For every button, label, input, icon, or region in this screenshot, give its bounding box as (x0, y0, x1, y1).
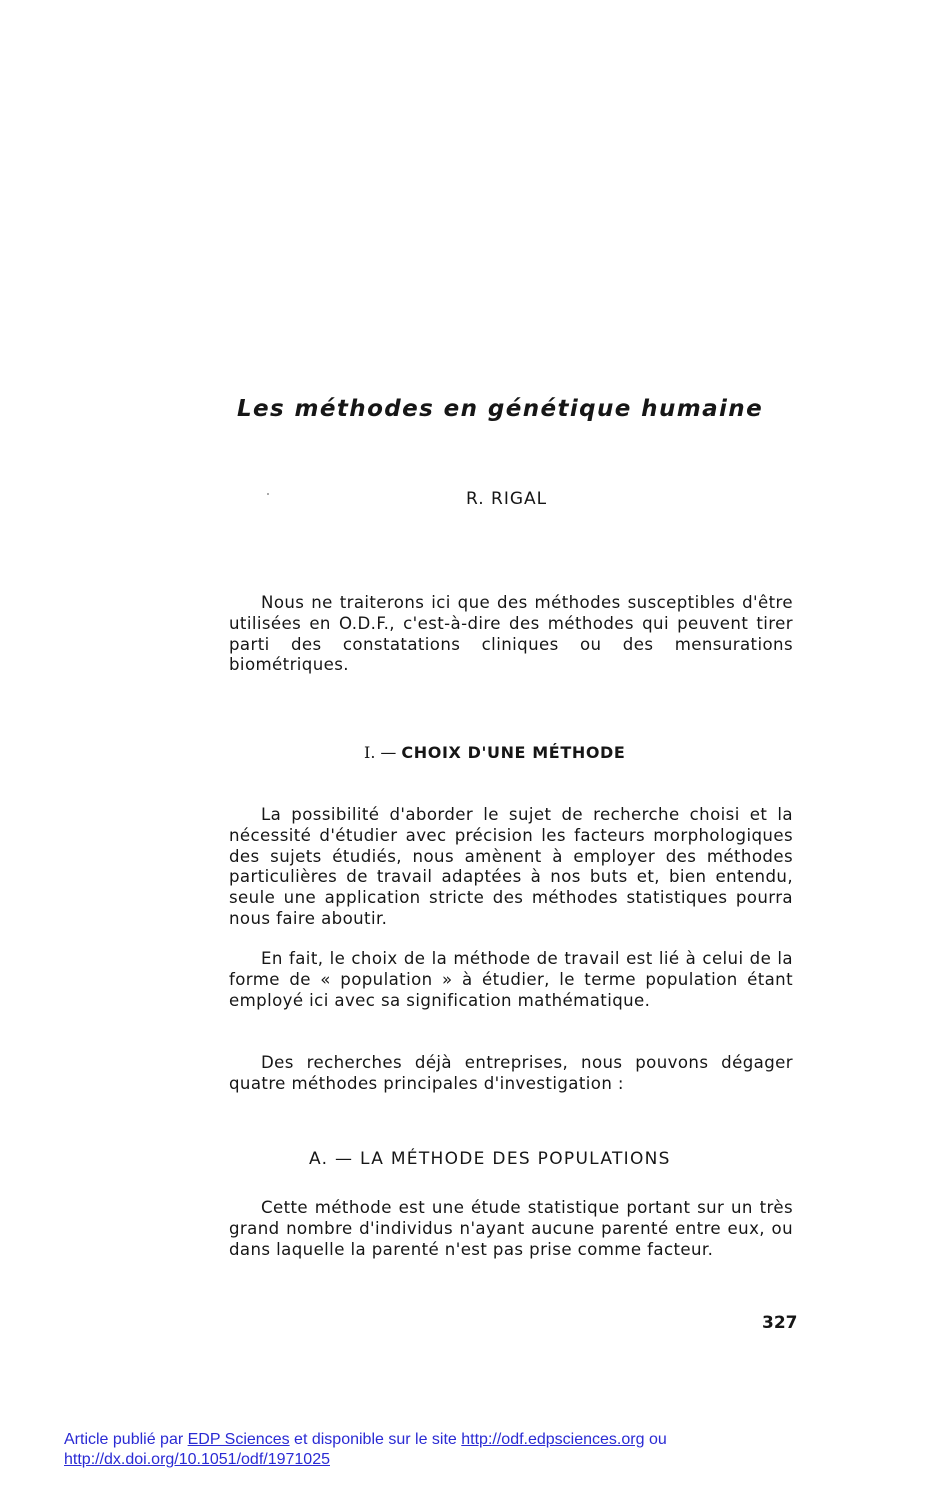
edp-sciences-link[interactable]: EDP Sciences (187, 1431, 290, 1448)
publisher-footer (64, 1430, 667, 1470)
page-number: 327 (762, 1313, 798, 1333)
footer-text-2: et disponible sur le site (289, 1431, 462, 1448)
section-dash: — (380, 743, 397, 762)
intro-paragraph: Nous ne traiterons ici que des méthodes susceptibles d'être utilisées en O.D.F., c'est-à-dire des méthodes qui peuvent tirer parti des constatations cliniques ou des mensurations biométriques. (229, 593, 793, 675)
footer-line-2 (64, 1450, 667, 1470)
paragraph-3: Des recherches déjà entreprises, nous pouvons dégager quatre méthodes principales d'investigation : (229, 1053, 793, 1093)
paragraph-2: En fait, le choix de la méthode de travail est lié à celui de la forme de « population » à étudier, le terme population étant employé ici avec sa signification mathématique. (229, 949, 793, 1010)
odf-site-link[interactable]: http://odf.edpsciences.org (461, 1431, 645, 1448)
article-author: R. RIGAL (466, 489, 548, 509)
scan-speck (267, 493, 269, 495)
section-heading (364, 743, 625, 762)
footer-line-1 (64, 1430, 667, 1450)
footer-text-3: ou (644, 1431, 667, 1448)
article-title: Les méthodes en génétique humaine (237, 396, 764, 422)
footer-text-1: Article publié par (64, 1431, 188, 1448)
section-number: I. (364, 743, 376, 762)
section-title: CHOIX D'UNE MÉTHODE (401, 743, 626, 762)
subsection-heading: A. — LA MÉTHODE DES POPULATIONS (309, 1149, 671, 1169)
subsection-paragraph: Cette méthode est une étude statistique portant sur un très grand nombre d'individus n'ayant aucune parenté entre eux, ou dans laquelle la parenté n'est pas prise comme facteur. (229, 1198, 793, 1259)
doi-link[interactable]: http://dx.doi.org/10.1051/odf/1971025 (64, 1451, 330, 1468)
paragraph-1: La possibilité d'aborder le sujet de recherche choisi et la nécessité d'étudier avec précision les facteurs morphologiques des sujets étudiés, nous amènent à employer des méthodes particulières de travail adaptées à nos buts et, bien entendu, seule une application stricte des méthodes statistiques pourra nous faire aboutir. (229, 805, 793, 928)
